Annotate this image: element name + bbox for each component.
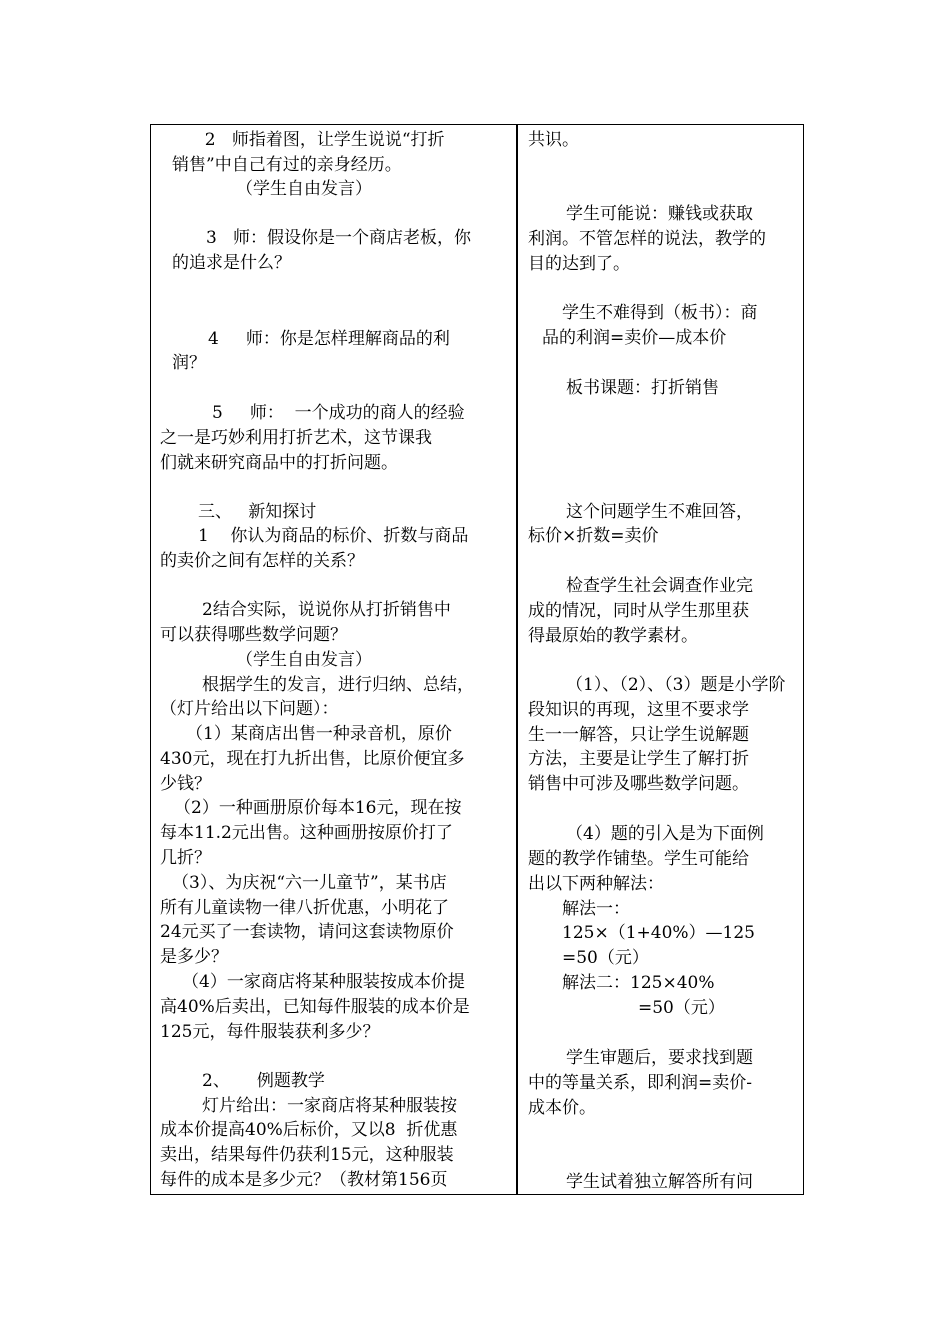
left-line: （2）一种画册原价每本16元，现在按: [174, 798, 462, 818]
right-line: 得最原始的教学素材。: [528, 626, 698, 646]
left-line: 三、 新知探讨: [198, 502, 317, 522]
right-line: 利润。不管怎样的说法，教学的: [528, 229, 766, 249]
left-line: （1）某商店出售一种录音机，原价: [186, 724, 452, 744]
right-line: 检查学生社会调查作业完: [566, 576, 753, 596]
left-line: 每本11.2元出售。这种画册按原价打了: [160, 823, 453, 843]
right-line: =50（元）: [562, 948, 649, 968]
left-line: 的卖价之间有怎样的关系？: [160, 551, 364, 571]
left-line: 所有儿童读物一律八折优惠，小明花了: [160, 898, 449, 918]
left-line: 之一是巧妙利用打折艺术，这节课我: [160, 428, 432, 448]
left-line: 430元，现在打九折出售，比原价便宜多: [160, 749, 465, 769]
right-line: 题的教学作铺垫。学生可能给: [528, 849, 749, 869]
right-line: 段知识的再现，这里不要求学: [528, 700, 749, 720]
right-line: 标价×折数=卖价: [528, 526, 659, 546]
left-line: 每件的成本是多少元？（教材第156页: [160, 1170, 448, 1190]
left-line: 销售”中自己有过的亲身经历。: [172, 155, 402, 175]
left-line: （学生自由发言）: [236, 650, 372, 670]
left-line: 1 你认为商品的标价、折数与商品: [198, 526, 469, 546]
right-line: 方法，主要是让学生了解打折: [528, 749, 749, 769]
left-line: 灯片给出：一家商店将某种服装按: [202, 1096, 457, 1116]
left-line: （灯片给出以下问题）：: [160, 699, 339, 719]
column-divider: [516, 124, 518, 1195]
left-line: 几折？: [160, 848, 211, 868]
right-line: 解法一：: [562, 899, 630, 919]
left-line: （3）、为庆祝“六一儿童节”，某书店: [172, 873, 447, 893]
left-line: 24元买了一套读物，请问这套读物原价: [160, 922, 454, 942]
left-line: 5 师： 一个成功的商人的经验: [212, 403, 465, 423]
right-line: 成的情况，同时从学生那里获: [528, 601, 749, 621]
left-line: 成本价提高40%后标价，又以8 折优惠: [160, 1120, 458, 1140]
left-line: 的追求是什么？: [172, 253, 291, 273]
right-line: 学生可能说：赚钱或获取: [566, 204, 753, 224]
left-line: 润？: [172, 353, 206, 373]
left-line: （4）一家商店将某种服装按成本价提: [182, 972, 465, 992]
left-line: 可以获得哪些数学问题？: [160, 625, 347, 645]
left-line: 3 师：假设你是一个商店老板，你: [206, 228, 472, 248]
right-line: 学生不难得到（板书）：商: [562, 303, 758, 323]
right-line: 共识。: [528, 130, 579, 150]
right-line: （1）、（2）、（3）题是小学阶: [566, 675, 786, 695]
right-line: 125×（1+40%）—125: [562, 923, 755, 943]
left-line: 少钱？: [160, 774, 211, 794]
left-line: 卖出，结果每件仍获利15元，这种服装: [160, 1145, 454, 1165]
left-line: 是多少？: [160, 947, 228, 967]
left-line: 高40%后卖出，已知每件服装的成本价是: [160, 997, 470, 1017]
left-line: 根据学生的发言，进行归纳、总结，: [202, 675, 474, 695]
right-line: =50（元）: [638, 998, 725, 1018]
left-line: 2、 例题教学: [202, 1071, 325, 1091]
left-line: 2 师指着图，让学生说说“打折: [194, 130, 445, 150]
right-line: 品的利润=卖价—成本价: [542, 328, 727, 348]
left-line: 4 师：你是怎样理解商品的利: [208, 329, 450, 349]
right-line: 销售中可涉及哪些数学问题。: [528, 774, 749, 794]
right-line: 板书课题：打折销售: [566, 378, 719, 398]
left-line: 2结合实际，说说你从打折销售中: [202, 600, 451, 620]
left-line: 125元，每件服装获利多少？: [160, 1022, 380, 1042]
right-line: 解法二：125×40%: [562, 973, 715, 993]
right-line: 中的等量关系，即利润=卖价-: [528, 1073, 752, 1093]
left-line: 们就来研究商品中的打折问题。: [160, 453, 398, 473]
left-line: （学生自由发言）: [236, 179, 372, 199]
right-line: 成本价。: [528, 1098, 596, 1118]
right-line: 生一一解答，只让学生说解题: [528, 725, 749, 745]
right-line: 这个问题学生不难回答，: [566, 502, 753, 522]
right-line: 出以下两种解法：: [528, 874, 664, 894]
right-line: 学生审题后，要求找到题: [566, 1048, 753, 1068]
right-line: （4）题的引入是为下面例: [566, 824, 764, 844]
right-line: 目的达到了。: [528, 254, 630, 274]
right-line: 学生试着独立解答所有问: [566, 1172, 753, 1192]
